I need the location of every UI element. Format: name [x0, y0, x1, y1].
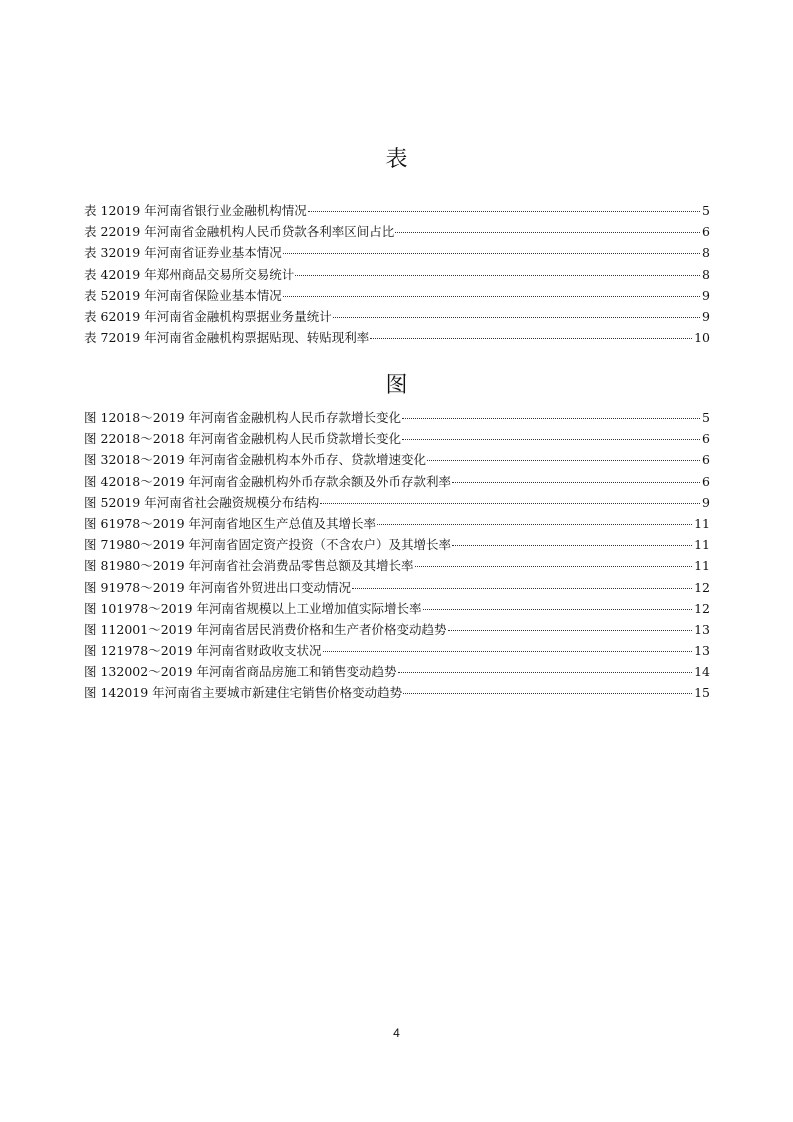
toc-entry[interactable] — [84, 534, 710, 555]
dot-leader — [352, 588, 692, 589]
toc-entry-title: 2019 年河南省金融机构人民币贷款各利率区间占比 — [108, 224, 395, 240]
dot-leader — [395, 232, 700, 233]
toc-entry-title: 1980～2019 年河南省固定资产投资（不含农户）及其增长率 — [108, 537, 452, 553]
toc-entry-label: 表 6 — [84, 308, 109, 324]
toc-entry[interactable] — [84, 598, 710, 619]
toc-entry-label: 图 3 — [84, 452, 109, 468]
toc-entry-label: 图 2 — [84, 431, 109, 447]
toc-entry[interactable] — [84, 640, 710, 661]
toc-entry-title: 1978～2019 年河南省地区生产总值及其增长率 — [108, 515, 377, 531]
dot-leader — [370, 338, 692, 339]
toc-entry-title: 2019 年河南省银行业金融机构情况 — [108, 203, 307, 218]
toc-entry-label: 图 13 — [84, 664, 117, 680]
dot-leader — [415, 566, 693, 567]
toc-entry-label: 图 12 — [84, 643, 117, 659]
figures-toc — [84, 407, 710, 704]
dot-leader — [402, 439, 700, 440]
toc-entry-title: 1978～2019 年河南省规模以上工业增加值实际增长率 — [116, 600, 422, 616]
toc-entry-title: 2019 年河南省社会融资规模分布结构 — [108, 494, 320, 510]
figures-heading: 图 — [385, 373, 408, 398]
toc-entry-page: 9 — [702, 308, 710, 324]
toc-entry[interactable] — [84, 492, 710, 513]
toc-entry[interactable] — [84, 428, 710, 449]
dot-leader — [452, 482, 700, 483]
toc-entry-title: 2019 年河南省证券业基本情况 — [108, 245, 282, 261]
dot-leader — [402, 418, 700, 419]
dot-leader — [403, 693, 692, 694]
toc-entry[interactable] — [84, 285, 710, 306]
toc-entry-label: 表 2 — [84, 224, 109, 240]
toc-entry-title: 2018～2018 年河南省金融机构人民币贷款增长变化 — [108, 431, 402, 447]
dot-leader — [448, 630, 693, 631]
page-number: 4 — [393, 1026, 400, 1040]
toc-entry-page: 14 — [694, 664, 710, 680]
dot-leader — [308, 211, 700, 212]
toc-entry[interactable] — [84, 327, 710, 348]
toc-entry-title: 1978～2019 年河南省外贸进出口变动情况 — [108, 579, 352, 595]
toc-entry-page: 13 — [694, 643, 710, 659]
toc-entry-label: 表 7 — [84, 330, 109, 346]
toc-entry-title: 2019 年郑州商品交易所交易统计 — [108, 266, 295, 282]
toc-entry-page: 12 — [694, 579, 710, 595]
toc-entry-label: 图 11 — [84, 621, 117, 637]
toc-entry-label: 表 5 — [84, 287, 109, 303]
toc-entry-page: 11 — [694, 558, 710, 574]
toc-entry[interactable] — [84, 513, 710, 534]
toc-entry-page: 6 — [702, 452, 710, 468]
dot-leader — [333, 317, 700, 318]
toc-entry-label: 表 4 — [84, 266, 109, 282]
toc-entry-page: 6 — [702, 431, 710, 447]
dot-leader — [320, 503, 700, 504]
dot-leader — [323, 651, 693, 652]
toc-entry-page: 8 — [702, 266, 710, 282]
toc-entry-page: 13 — [694, 621, 710, 637]
toc-entry-page: 6 — [702, 473, 710, 489]
dot-leader — [427, 460, 700, 461]
toc-entry-title: 2001～2019 年河南省居民消费价格和生产者价格变动趋势 — [116, 621, 447, 637]
toc-entry-label: 图 1 — [84, 410, 109, 425]
toc-entry[interactable] — [84, 200, 710, 221]
toc-entry[interactable] — [84, 264, 710, 285]
toc-entry[interactable] — [84, 242, 710, 263]
tables-toc — [84, 200, 710, 348]
dot-leader — [452, 545, 692, 546]
toc-entry-page: 11 — [694, 515, 710, 531]
toc-entry-page: 15 — [694, 685, 710, 701]
toc-entry-title: 2019 年河南省保险业基本情况 — [108, 287, 282, 303]
dot-leader — [398, 672, 693, 673]
toc-entry-title: 1978～2019 年河南省财政收支状况 — [116, 643, 322, 659]
dot-leader — [295, 275, 700, 276]
tables-heading: 表 — [385, 147, 408, 172]
toc-entry-page: 12 — [694, 600, 710, 616]
toc-entry-label: 图 4 — [84, 473, 109, 489]
toc-entry-label: 图 6 — [84, 515, 109, 531]
toc-entry-page: 9 — [702, 494, 710, 510]
dot-leader — [283, 296, 700, 297]
toc-entry-title: 2018～2019 年河南省金融机构人民币存款增长变化 — [108, 410, 402, 425]
toc-entry-page: 9 — [702, 287, 710, 303]
dot-leader — [423, 609, 693, 610]
toc-entry-title: 2019 年河南省金融机构票据业务量统计 — [108, 308, 332, 324]
toc-entry-page: 6 — [702, 224, 710, 240]
toc-entry[interactable] — [84, 471, 710, 492]
toc-entry-label: 图 7 — [84, 537, 109, 553]
toc-entry-title: 2018～2019 年河南省金融机构本外币存、贷款增速变化 — [108, 452, 427, 468]
toc-entry-title: 2019 年河南省主要城市新建住宅销售价格变动趋势 — [116, 685, 403, 701]
toc-entry-label: 表 1 — [84, 203, 109, 218]
toc-entry[interactable] — [84, 661, 710, 682]
toc-entry-page: 10 — [694, 330, 710, 346]
toc-entry-page: 11 — [694, 537, 710, 553]
toc-entry-page: 5 — [702, 410, 710, 425]
toc-entry-label: 图 9 — [84, 579, 109, 595]
toc-entry[interactable] — [84, 619, 710, 640]
toc-entry-title: 1980～2019 年河南省社会消费品零售总额及其增长率 — [108, 558, 414, 574]
toc-entry[interactable] — [84, 221, 710, 242]
toc-entry[interactable] — [84, 555, 710, 576]
toc-entry-page: 8 — [702, 245, 710, 261]
toc-entry-title: 2019 年河南省金融机构票据贴现、转贴现利率 — [108, 330, 370, 346]
toc-entry-label: 图 14 — [84, 685, 117, 701]
toc-entry-label: 图 8 — [84, 558, 109, 574]
toc-entry[interactable] — [84, 449, 710, 470]
toc-entry-label: 表 3 — [84, 245, 109, 261]
dot-leader — [283, 253, 700, 254]
toc-entry[interactable] — [84, 577, 710, 598]
toc-entry-title: 2002～2019 年河南省商品房施工和销售变动趋势 — [116, 664, 397, 680]
dot-leader — [377, 524, 692, 525]
toc-entry[interactable] — [84, 306, 710, 327]
toc-entry-page: 5 — [702, 203, 710, 218]
toc-entry-label: 图 5 — [84, 494, 109, 510]
toc-entry-title: 2018～2019 年河南省金融机构外币存款余额及外币存款利率 — [108, 473, 452, 489]
toc-entry[interactable] — [84, 682, 710, 703]
toc-entry-label: 图 10 — [84, 600, 117, 616]
toc-entry[interactable] — [84, 407, 710, 428]
